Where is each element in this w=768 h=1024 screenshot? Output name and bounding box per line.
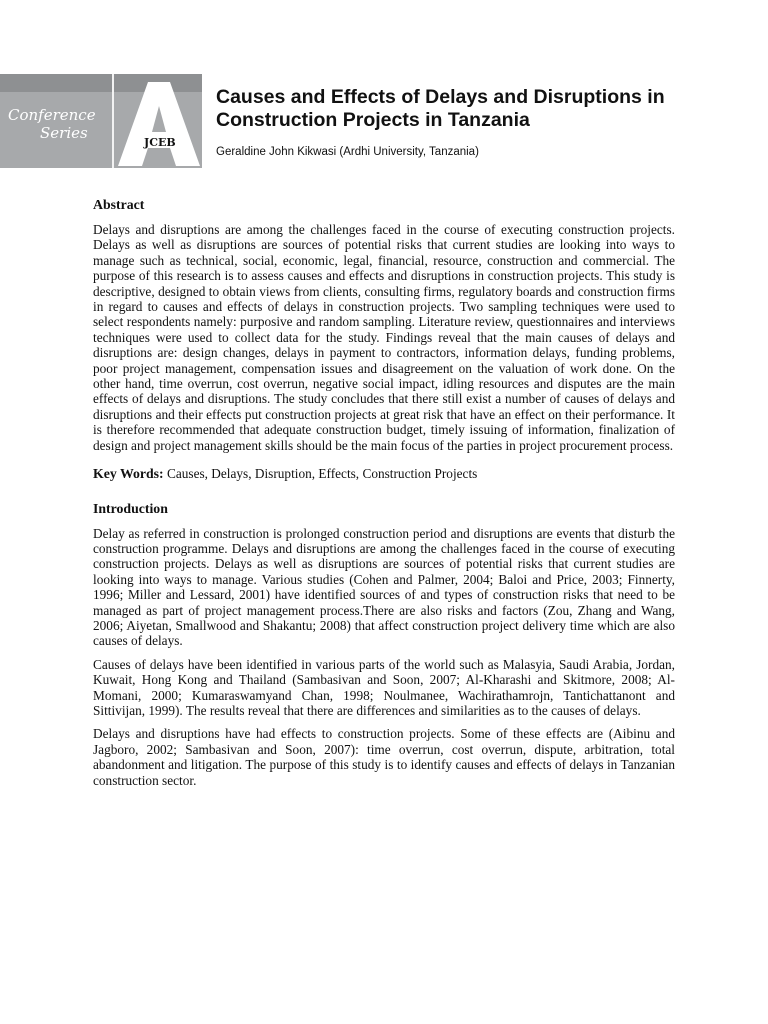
logo-divider [112, 74, 114, 168]
logo-line-conference: Conference [8, 106, 96, 124]
keywords-line [93, 466, 675, 481]
keywords-label: Key Words: [93, 466, 164, 482]
logo-series-text [8, 106, 118, 142]
paper-body [93, 196, 675, 788]
logo-jceb-tag: JCEB [144, 136, 176, 149]
logo-letter-a-icon [116, 76, 202, 168]
introduction-heading: Introduction [93, 500, 168, 516]
paper-title: Causes and Effects of Delays and Disruptions in Construction Projects in Tanzania [216, 86, 665, 131]
logo-line-series: Series [40, 124, 88, 142]
intro-paragraph: Delays and disruptions have had effects to construction projects. Some of these effects are (Aibinu and Jagboro, 2002; Sambasivan and Soon, 2007): time overrun, cost overrun, dispute, arbitration, total abandonment and litigation. The purpose of this study is to identify causes and effects of delays in Tanzanian construction sector. [93, 726, 675, 788]
paper-author: Geraldine John Kikwasi (Ardhi University, Tanzania) [216, 146, 479, 158]
intro-paragraph: Causes of delays have been identified in various parts of the world such as Malasyia, Saudi Arabia, Jordan, Kuwait, Hong Kong and Thailand (Sambasivan and Soon, 2007; Al-Kharashi and Skitmore, 2008; Al-Momani, 2000; Kumaraswamyand Chan, 1998; Noulmanee, Wachirathamrojn, Tantichattanont and Sittivijan, 1999). The results reveal that there are differences and similarities as to the causes of delays. [93, 656, 675, 718]
conference-series-logo [0, 74, 202, 168]
abstract-text: Delays and disruptions are among the challenges faced in the course of executing construction projects. Delays as well as disruptions are sources of potential risks that current studies are looking into ways to manage such as technical, social, economic, legal, financial, resource, construction and commercial. The purpose of this research is to assess causes and effects and disruptions in construction projects. This study is descriptive, designed to obtain views from clients, consulting firms, regulatory boards and construction firms in regard to causes and effects of delays in construction projects. Two sampling techniques were used to select respondents namely: purposive and random sampling. Literature review, questionnaires and interviews techniques were used to collect data for the study. Findings reveal that the main causes of delays and disruptions are: design changes, delays in payment to contractors, information delays, funding problems, poor project management, compensation issues and disagreement on the valuation of work done. On the other hand, time overrun, cost overrun, negative social impact, idling resources and disputes are the main effects of delays and disruptions. The study concludes that there still exist a number of causes of delays and disruptions and their effects put construction projects at great risk that have an effect on their performance. It is therefore recommended that adequate construction budget, timely issuing of information, finalization of design and project management skills should be the main focus of the parties in project procurement process. [93, 222, 675, 453]
abstract-heading: Abstract [93, 197, 145, 212]
intro-paragraph: Delay as referred in construction is prolonged construction period and disruptions are events that disturb the construction programme. Delays and disruptions are among the challenges faced in the course of executing construction projects. Delays as well as disruptions are sources of potential risks that current studies are looking into ways to manage. Various studies (Cohen and Palmer, 2004; Baloi and Price, 2003; Finnerty, 1996; Miller and Lessard, 2001) have identified sources of and types of construction risks that need to be managed as part of project management process.There are also risks and factors (Zou, Zhang and Wang, 2006; Aiyetan, Smallwood and Shakantu; 2008) that affect construction project delivery time which are also causes of delays. [93, 525, 675, 649]
keywords-text: Causes, Delays, Disruption, Effects, Construction Projects [163, 466, 478, 482]
